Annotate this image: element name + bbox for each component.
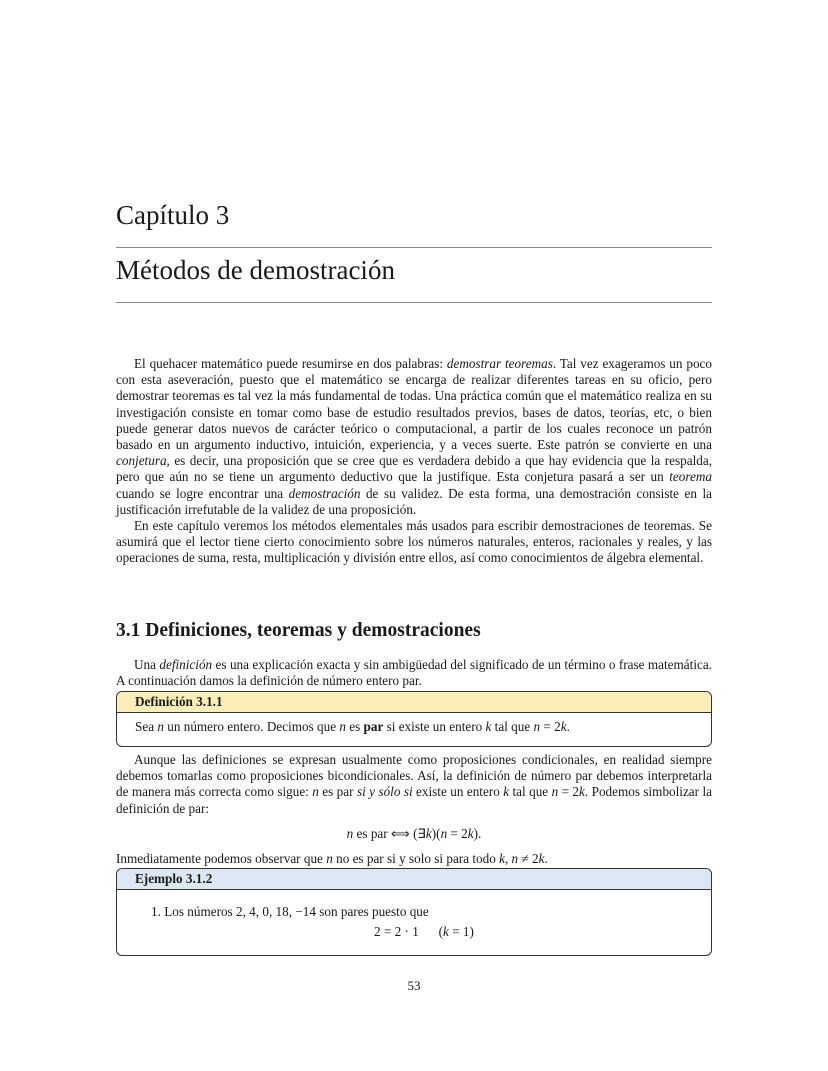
emphasis: definición [159,657,213,672]
example-box [116,868,712,956]
text: . Tal vez exageramos un poco con esta aseveración, puesto que el matemático se encarga de realizar diferentes tareas en su oficio, pero demostrar teoremas es tal vez la más fundamental de todas. Una práctica común que el matemático realiza en su investigación consiste en tomar como base de estudio resultados previos, bases de datos, teorías, etc, o bien puede generar datos nuevos de carácter teórico o computacional, a partir de los cuales reconoce un patrón basado en un argumento inductivo, intuición, experiencia, y a veces suerte. Este patrón se convierte en una [116,356,712,453]
chapter-title: Métodos de demostración [116,255,395,285]
emphasis: demostrar teoremas [446,356,553,371]
section-text-2 [116,752,712,867]
emphasis: conjetura [116,453,167,469]
example-formula: 2 = 2 · 1 (k = 1) [374,924,474,939]
section-text [116,657,712,689]
paragraph: Inmediatamente podemos observar que n no es par si y solo si para todo k, n ≠ 2k. [116,851,548,867]
text: El quehacer matemático puede resumirse en dos palabras: [134,356,447,371]
text: de su validez. De esta forma, una demostración consiste en la justificación irrefutable de la validez de una proposición. [116,485,712,517]
paragraph: En este capítulo veremos los métodos elementales más usados para escribir demostraciones de teoremas. Se asumirá que el lector tiene cierto conocimiento sobre los números naturales, enteros, racionales y reales, y las operaciones de suma, resta, multiplicación y división entre ellos, así como conocimientos de álgebra elemental. [116,518,712,566]
definition-box [116,691,712,747]
paragraph [116,356,712,518]
emphasis: teorema [669,469,712,485]
list-item: 1. Los números 2, 4, 0, 18, −14 son pares puesto que [151,904,429,919]
formula: n es par ⟺ (∃k)(n = 2k). [346,825,482,841]
paragraph: Aunque las definiciones se expresan usualmente como proposiciones condicionales, en realidad siempre debemos tomarlas como proposiciones bicondicionales. Así, la definición de número par debemos interpretarla de manera más correcta como sigue: n es par si y sólo si existe un entero k tal que n = 2k. Podemos simbolizar la definición de par: [116,752,712,816]
paragraph [116,657,712,689]
example-content [117,890,711,946]
emphasis: demostración [288,485,361,501]
definition-title: Definición 3.1.1 [117,692,711,713]
example-title: Ejemplo 3.1.2 [117,869,711,890]
definition-content: Sea n un número entero. Decimos que n es par si existe un entero k tal que n = 2k. [135,719,570,734]
chapter-label: Capítulo 3 [116,200,230,230]
section-heading: 3.1 Definiciones, teoremas y demostraciones [116,620,481,641]
divider [116,302,712,303]
divider [116,247,712,248]
text: cuando se logre encontrar una [116,485,289,501]
page-number: 53 [407,978,421,993]
text: es una explicación exacta y sin ambigüedad del significado de un término o frase matemática. A continuación damos la definición de número entero par. [116,657,712,689]
intro-text [116,356,712,567]
text: Una [134,657,160,672]
text: , es decir, una proposición que se cree que es verdadera debido a que hay evidencia que la respalda, pero que aún no se tiene un argumento deductivo que la justifique. Esta conjetura pasará a ser un [116,453,712,485]
